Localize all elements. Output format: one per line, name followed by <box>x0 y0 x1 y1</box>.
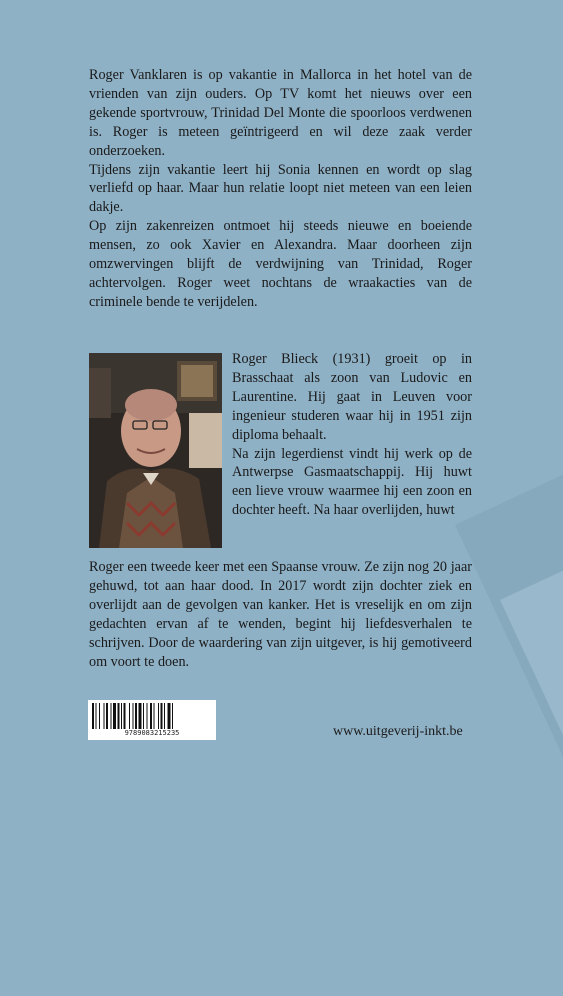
bio-paragraph: Roger Blieck (1931) groeit op in Brasschaat als zoon van Ludovic en Laurentine. Hij gaat in Leuven voor ingenieur studeren waar hij in 1951 zijn diploma behaalt. <box>232 351 472 443</box>
isbn-number: 9789083215235 <box>124 729 180 737</box>
blurb-paragraph: Tijdens zijn vakantie leert hij Sonia kennen en wordt op slag verliefd op haar. Maar hun relatie loopt niet meteen van een leien dakje. <box>89 161 472 216</box>
author-photo <box>89 353 222 548</box>
blurb-paragraph: Op zijn zakenreizen ontmoet hij steeds nieuwe en boeiende mensen, zo ook Xavier en Alexandra. Maar doorheen zijn omzwervingen blijft de verdwijning van Trinidad, Roger achtervolgen. Roger weet nochtans de wraakacties van de criminele bende te verijdelen. <box>89 218 472 310</box>
author-bio-bottom <box>89 558 472 671</box>
background-shape <box>500 532 563 980</box>
blurb-paragraph: Roger Vanklaren is op vakantie in Mallorca in het hotel van de vrienden van zijn ouders. Op TV komt het nieuws over een gekende sportvrouw, Trinidad Del Monte die spoorloos verdwenen is. Roger is meteen geïntrigeerd en wil deze zaak verder onderzoeken. <box>89 67 472 159</box>
bio-paragraph: Na zijn legerdienst vindt hij werk op de Antwerpse Gasmaatschappij. Hij huwt een lieve vrouw waarmee hij een zoon en dochter heeft. Na haar overlijden, huwt <box>232 445 472 519</box>
author-bio-top <box>232 350 472 520</box>
publisher-website[interactable]: www.uitgeverij-inkt.be <box>333 724 463 739</box>
blurb <box>89 66 472 312</box>
author-portrait-image <box>89 353 222 548</box>
barcode-bars <box>92 703 212 729</box>
bio-paragraph: Roger een tweede keer met een Spaanse vrouw. Ze zijn nog 20 jaar gehuwd, tot aan haar dood. In 2017 wordt zijn dochter ziek en overlijdt aan de gevolgen van kanker. Het is vreselijk en om zijn gedachten ervan af te wenden, begint hij liefdesverhalen te schrijven. Door de waardering van zijn uitgever, is hij gemotiveerd om voort te doen. <box>89 559 472 670</box>
isbn-barcode <box>88 700 216 740</box>
